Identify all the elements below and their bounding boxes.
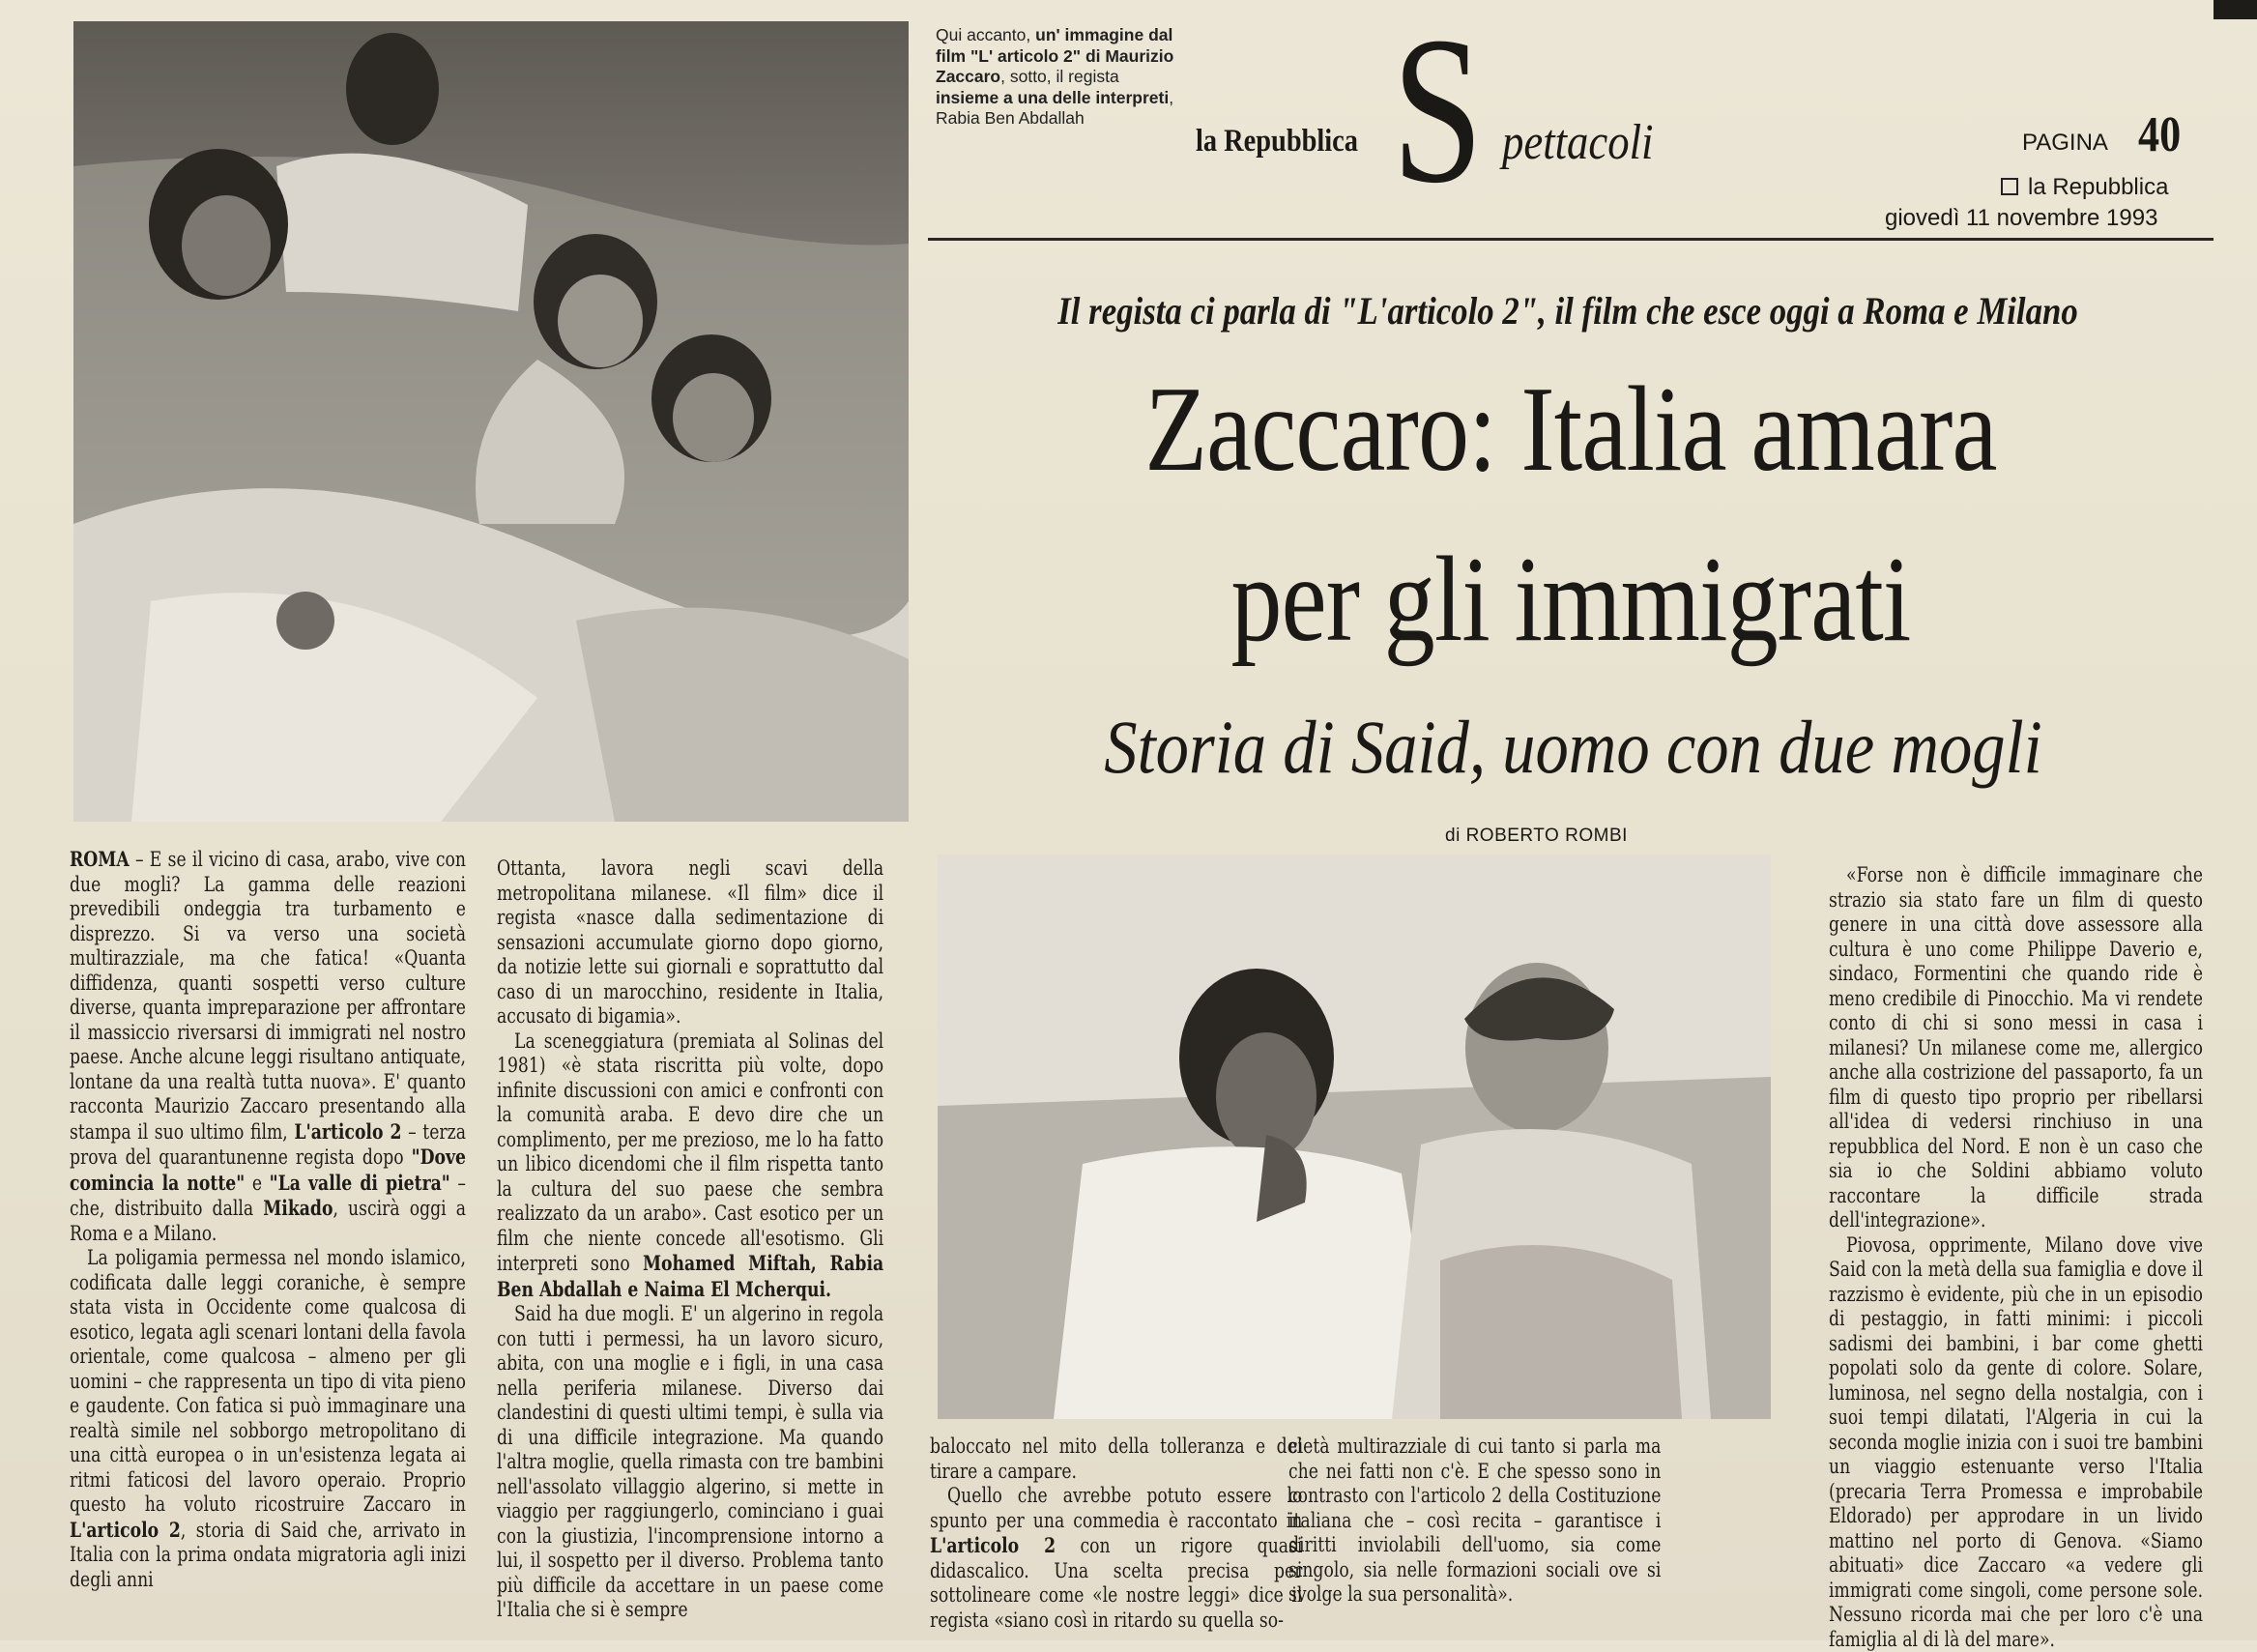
body-column-5 [1829,863,2203,1652]
photo-caption: Qui accanto, un' immagine dal film "L' articolo 2" di Maurizio Zaccaro, sotto, il regista insieme a una delle interpreti, Rabia Ben Abdallah [936,25,1185,130]
publication-date: giovedì 11 novembre 1993 [1885,205,2157,232]
headline-line-1: Zaccaro: Italia amara [1027,367,2115,493]
article-deck: Storia di Said, uomo con due mogli [1005,704,2141,791]
paragraph: La poligamia permessa nel mondo islamico, codificata dalle leggi coraniche, è sempre stata vista in Occidente come qualcosa di esotico, legata agli scenari lontani della favola orientale, come qualcosa – almeno per gli uomini – che rappresenta un tipo di vita pieno e gaudente. Con fatica si può immaginare una realtà simile nel sobborgo metropolitano di una città europea o in un'esistenza legata ai ritmi faticosi del lavoro operaio. Proprio questo ha voluto ricostruire Zaccaro in L'articolo 2, storia di Said che, arrivato in Italia con la prima ondata migratoria agli inizi degli anni [70,1246,466,1592]
paragraph: «Forse non è difficile immaginare che strazio sia stato fare un film di questo genere in una città dove assessore alla cultura è uno come Philippe Daverio e, sindaco, Formentini che quando ride è meno credibile di Pinocchio. Ma vi rendete conto di chi si sono messi in casa i milanesi? Un milanese come me, allergico anche alla costrizione del passaporto, fa un film di questo tipo proprio per ribellarsi all'idea di vedersi rinchiuso in una repubblica del Nord. E non è un caso che sia io che Soldini abbiamo voluto raccontare la difficile strada dell'integrazione». [1829,863,2203,1233]
masthead-rule [928,238,2214,241]
director-actress-photo [938,855,1771,1419]
body-column-3 [930,1435,1302,1633]
paragraph: baloccato nel mito della tolleranza e del tirare a campare. [930,1435,1302,1484]
paragraph: cietà multirazziale di cui tanto si parla ma che nei fatti non c'è. E che spesso sono in contrasto con l'articolo 2 della Costituzione italiana che – così recita – garantisce i diritti inviolabili dell'uomo, sia come singolo, sia nelle formazioni sociali ove si svolge la sua personalità». [1288,1435,1661,1608]
masthead-paper-name: la Repubblica [1196,124,1358,159]
masthead-section-initial: S [1392,6,1484,217]
body-column-1 [70,847,466,1592]
paragraph: Said ha due mogli. E' un algerino in regola con tutti i permessi, ha un lavoro sicuro, abita, con una moglie e i figli, in una casa nella periferia milanese. Diverso dai clandestini di questi ultimi tempi, è sulla via di una difficile integrazione. Ma quando l'altra moglie, quella rimasta con tre bambini nell'assolato villaggio algerino, si mette in viaggio per raggiungerlo, cominciano i guai con la giustizia, l'incomprensione intorno a lui, il sospetto per il diverso. Problema tanto più difficile da accettare in un paese come l'Italia che si è sempre [497,1302,883,1623]
page-paper-name: la Repubblica [2001,174,2168,201]
masthead-section-name: pettacoli [1502,114,1653,171]
page-number: 40 [2138,106,2181,163]
film-still-photo [73,21,909,822]
article-kicker: Il regista ci parla di "L'articolo 2", il film che esce oggi a Roma e Milano [1017,288,2119,333]
headline-line-2: per gli immigrati [1027,537,2115,663]
body-column-2 [497,856,883,1623]
paragraph: Piovosa, opprimente, Milano dove vive Said con la metà della sua famiglia e dove il razzismo è evidente, più che in un episodio di pestaggio, in fatti minimi: i piccoli sadismi dei bambini, i bar come ghetti popolati solo da gente di colore. Solare, luminosa, nel segno della nostalgia, con i suoi tempi dilatati, l'Algeria in cui la seconda moglie inizia con i suoi tre bambini un viaggio estenuante verso l'Italia (precaria Terra Promessa e improbabile Eldorado) per approdare in un livido mattino nel porto di Genova. «Siamo abituati» dice Zaccaro «a vedere gli immigrati come singoli, come persone sole. Nessuno ricorda mai che per loro c'è una famiglia al di là del mare». [1829,1233,2203,1652]
body-column-4 [1288,1435,1661,1608]
byline: di ROBERTO ROMBI [1445,826,1628,847]
paragraph: ROMA – E se il vicino di casa, arabo, vive con due mogli? La gamma delle reazioni prevedibili ondeggia tra turbamento e disprezzo. Si va verso una società multirazziale, ma che fatica! «Quanta diffidenza, quanti sospetti verso culture diverse, quanta impreparazione per affrontare il massiccio riversarsi di immigrati nel nostro paese. Anche alcune leggi risultano antiquate, lontane da una realtà tutta nuova». E' quanto racconta Maurizio Zaccaro presentando alla stampa il suo ultimo film, L'articolo 2 – terza prova del quarantunenne regista dopo "Dove comincia la notte" e "La valle di pietra" – che, distribuito dalla Mikado, uscirà oggi a Roma e a Milano. [70,847,466,1246]
paragraph: Ottanta, lavora negli scavi della metropolitana milanese. «Il film» dice il regista «nasce dalla sedimentazione di sensazioni accumulate giorno dopo giorno, da notizie lette sui giornali e soprattutto dal caso di un marocchino, residente in Italia, accusato di bigamia». [497,856,883,1029]
paragraph: La sceneggiatura (premiata al Solinas del 1981) «è stata riscritta più volte, dopo infinite discussioni con amici e confronti con la comunità araba. E devo dire che un complimento, per me prezioso, me lo ha fatto un libico dicendomi che il film rispetta tanto la cultura del suo paese che sembra realizzato da un arabo». Cast esotico per un film che niente concede all'esotismo. Gli interpreti sono Mohamed Miftah, Rabia Ben Abdallah e Naima El Mcherqui. [497,1029,883,1303]
page-label: PAGINA [2022,130,2108,157]
paragraph: Quello che avrebbe potuto essere lo spunto per una commedia è raccontato in L'articolo 2 con un rigore quasi didascalico. Una scelta precisa per sottolineare come «le nostre leggi» dice il regista «siano così in ritardo su quella so- [930,1484,1302,1633]
checkbox-square-icon [2001,178,2018,195]
edge-strip [2214,0,2257,19]
